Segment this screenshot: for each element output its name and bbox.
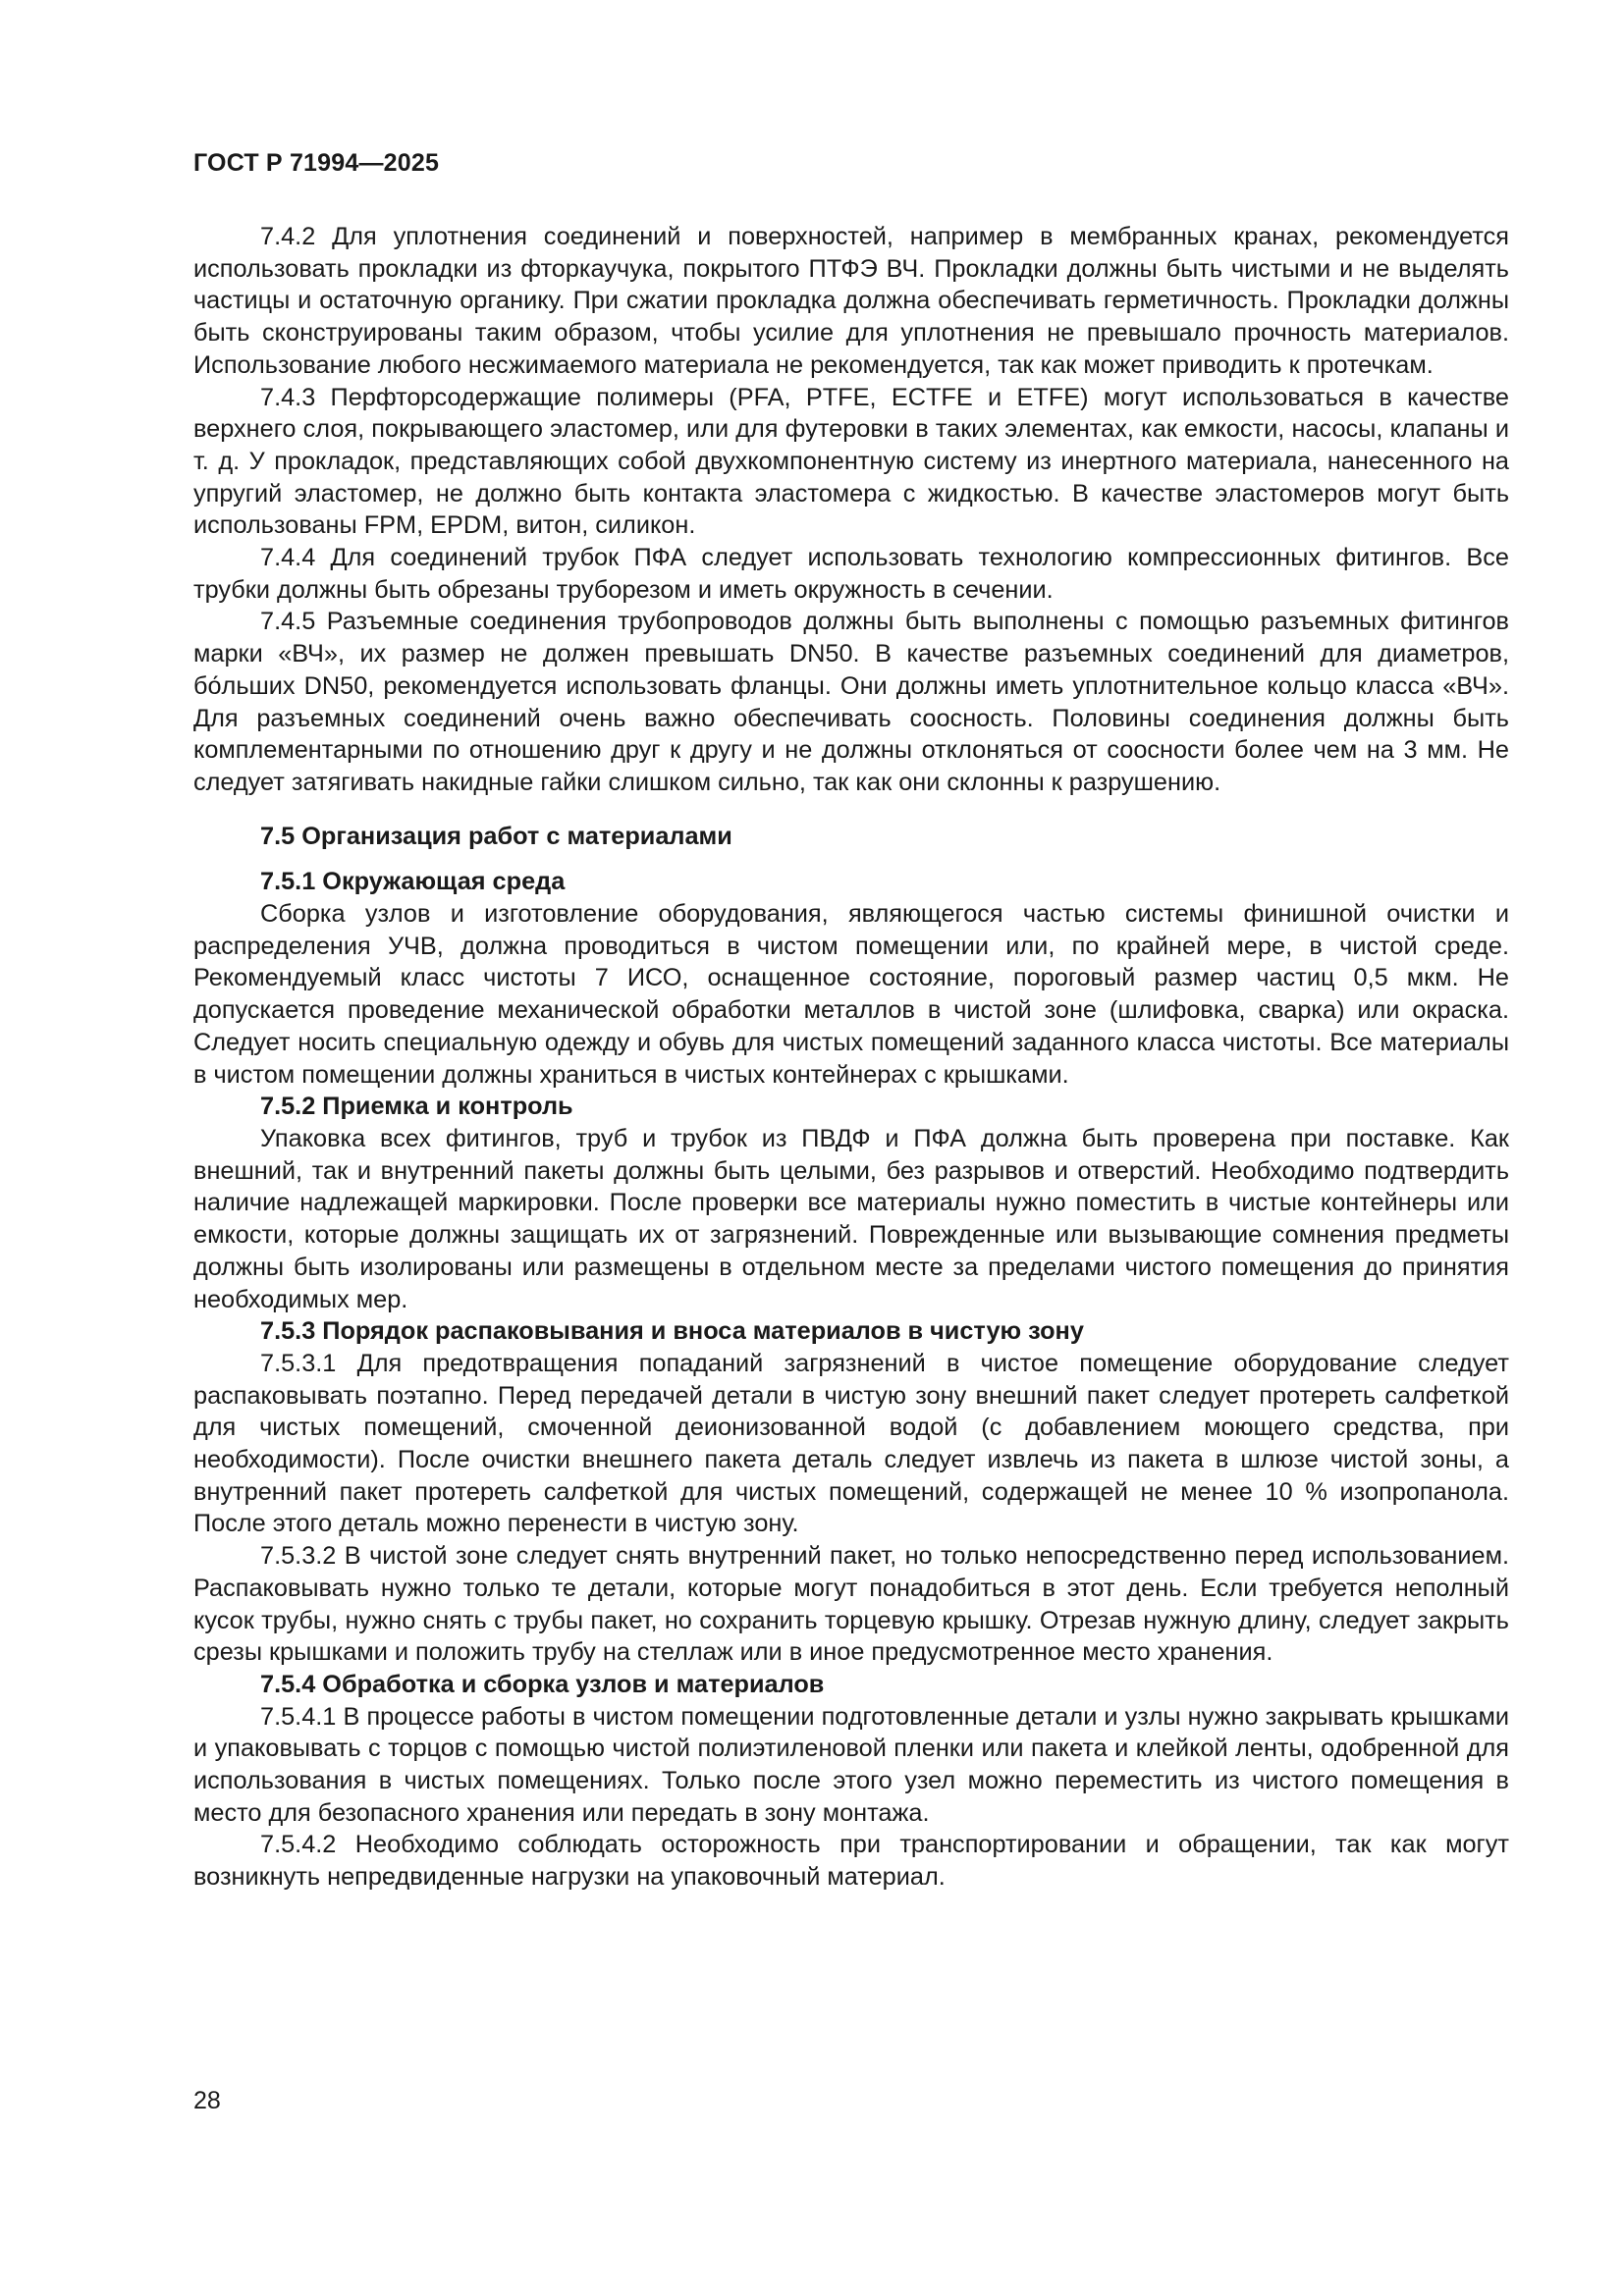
- paragraph-7-4-5: 7.4.5 Разъемные соединения трубопроводов должны быть выполнены с помощью разъемных фитингов марки «ВЧ», их размер не должен превышать DN50. В качестве разъемных соединений для диаметров, бо́льших DN50, рекомендуется использовать фланцы. Они должны иметь уплотнительное кольцо класса «ВЧ». Для разъемных соединений очень важно обеспечивать соосность. Половины соединения должны быть комплементарными по отношению друг к другу и не должны отклоняться от соосности более чем на 3 мм. Не следует затягивать накидные гайки слишком сильно, так как они склонны к разрушению.: [193, 608, 1509, 796]
- paragraph-7-5-2: Упаковка всех фитингов, труб и трубок из ПВДФ и ПФА должна быть проверена при поставке. Как внешний, так и внутренний пакеты должны быть целыми, без разрывов и отверстий. Необходимо подтвердить наличие надлежащей маркировки. После проверки все материалы нужно поместить в чистые контейнеры или емкости, которые должны защищать их от загрязнений. Поврежденные или вызывающие сомнения предметы должны быть изолированы или размещены в отдельном месте за пределами чистого помещения до принятия необходимых мер.: [193, 1124, 1509, 1313]
- subsection-heading-7-5-3: 7.5.3 Порядок распаковывания и вноса материалов в чистую зону: [260, 1317, 1084, 1346]
- page-number: 28: [193, 2087, 221, 2114]
- paragraph-7-4-2: 7.4.2 Для уплотнения соединений и поверхностей, например в мембранных кранах, рекомендуется использовать прокладки из фторкаучука, покрытого ПТФЭ ВЧ. Прокладки должны быть чистыми и не выделять частицы и остаточную органику. При сжатии прокладка должна обеспечивать герметичность. Прокладки должны быть сконструированы таким образом, чтобы усилие для уплотнения не превышало прочность материалов. Использование любого несжимаемого материала не рекомендуется, так как может приводить к протечкам.: [193, 223, 1509, 379]
- subsection-heading-7-5-1: 7.5.1 Окружающая среда: [260, 868, 566, 896]
- paragraph-7-5-3-2: 7.5.3.2 В чистой зоне следует снять внутренний пакет, но только непосредственно перед использованием. Распаковывать нужно только те детали, которые могут понадобиться в этот день. Если требуется неполный кусок трубы, нужно снять с трубы пакет, но сохранить торцевую крышку. Отрезав нужную длину, следует закрыть срезы крышками и положить трубу на стеллаж или в иное предусмотренное место хранения.: [193, 1542, 1509, 1667]
- document-code-header: ГОСТ Р 71994—2025: [193, 149, 440, 177]
- paragraph-7-4-4: 7.4.4 Для соединений трубок ПФА следует использовать технологию компрессионных фитингов. Все трубки должны быть обрезаны труборезом и иметь окружность в сечении.: [193, 544, 1509, 604]
- subsection-heading-7-5-4: 7.5.4 Обработка и сборка узлов и материалов: [260, 1670, 825, 1698]
- subsection-heading-7-5-2: 7.5.2 Приемка и контроль: [260, 1093, 573, 1121]
- document-body: [193, 221, 1509, 1894]
- paragraph-7-5-4-2: 7.5.4.2 Необходимо соблюдать осторожность при транспортировании и обращении, так как могут возникнуть непредвиденные нагрузки на упаковочный материал.: [193, 1831, 1509, 1892]
- paragraph-7-5-3-1: 7.5.3.1 Для предотвращения попаданий загрязнений в чистое помещение оборудование следует распаковывать поэтапно. Перед передачей детали в чистую зону внешний пакет следует протереть салфеткой для чистых помещений, смоченной деионизованной водой (с добавлением моющего средства, при необходимости). После очистки внешнего пакета деталь следует извлечь из пакета в шлюзе чистой зоны, а внутренний пакет протереть салфеткой для чистых помещений, содержащей не менее 10 % изопропанола. После этого деталь можно перенести в чистую зону.: [193, 1349, 1509, 1538]
- paragraph-7-4-3: 7.4.3 Перфторсодержащие полимеры (PFA, PTFE, ECTFE и ETFE) могут использоваться в качестве верхнего слоя, покрывающего эластомер, или для футеровки в таких элементах, как емкости, насосы, клапаны и т. д. У прокладок, представляющих собой двухкомпонентную систему из инертного материала, нанесенного на упругий эластомер, не должно быть контакта эластомера с жидкостью. В качестве эластомеров могут быть использованы FPM, EPDM, витон, силикон.: [193, 383, 1509, 540]
- paragraph-7-5-4-1: 7.5.4.1 В процессе работы в чистом помещении подготовленные детали и узлы нужно закрывать крышками и упаковывать с торцов с помощью чистой полиэтиленовой пленки или пакета и клейкой ленты, одобренной для использования в чистых помещениях. Только после этого узел можно переместить из чистого помещения в место для безопасного хранения или передать в зону монтажа.: [193, 1702, 1509, 1827]
- section-heading-7-5: 7.5 Организация работ с материалами: [260, 822, 732, 850]
- paragraph-7-5-1: Сборка узлов и изготовление оборудования, являющегося частью системы финишной очистки и распределения УЧВ, должна проводиться в чистом помещении или, по крайней мере, в чистой среде. Рекомендуемый класс чистоты 7 ИСО, оснащенное состояние, пороговый размер частиц 0,5 мкм. Не допускается проведение механической обработки металлов в чистой зоне (шлифовка, сварка) или окраска. Следует носить специальную одежду и обувь для чистых помещений заданного класса чистоты. Все материалы в чистом помещении должны храниться в чистых контейнерах с крышками.: [193, 900, 1509, 1089]
